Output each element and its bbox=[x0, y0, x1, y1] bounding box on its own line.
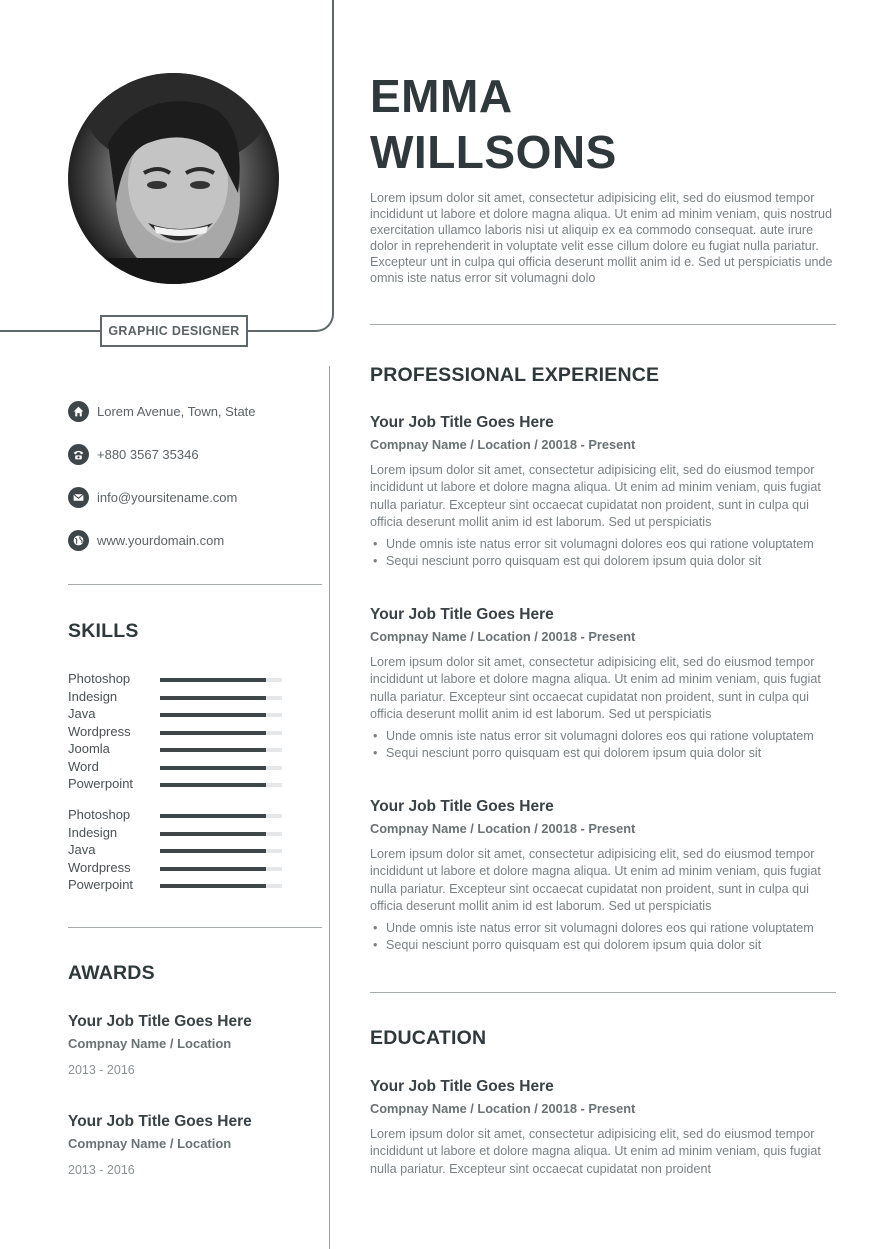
contact-email[interactable] bbox=[68, 486, 237, 508]
last-name: WILLSONS bbox=[370, 126, 617, 178]
home-icon bbox=[68, 401, 89, 422]
contact-phone[interactable] bbox=[68, 443, 199, 465]
phone-icon bbox=[68, 444, 89, 465]
award-company: Compnay Name / Location bbox=[68, 1036, 232, 1051]
contact-address-text: Lorem Avenue, Town, State bbox=[97, 403, 256, 419]
education-entry bbox=[370, 1077, 840, 1178]
skill-bar-track bbox=[160, 867, 282, 871]
job-entry bbox=[370, 797, 840, 955]
skill-row bbox=[68, 740, 288, 758]
education-title: EDUCATION bbox=[370, 1027, 487, 1049]
skill-bar-track bbox=[160, 832, 282, 836]
skill-name: Photoshop bbox=[68, 807, 131, 822]
skill-row bbox=[68, 688, 288, 706]
skill-bar-fill bbox=[160, 783, 266, 787]
skill-bar-fill bbox=[160, 713, 266, 717]
skill-bar-fill bbox=[160, 766, 266, 770]
education-description: Lorem ipsum dolor sit amet, consectetur adipisicing elit, sed do eiusmod tempor incididunt ut labore et dolore magna aliqua. Ut enim ad minim veniam, quis fugiat nulla pariatur. Excepteur sint occaecat cupidatat non proident bbox=[370, 1127, 821, 1176]
profile-summary: Lorem ipsum dolor sit amet, consectetur adipisicing elit, sed do eiusmod tempor incididunt ut labore et dolore magna aliqua. Ut enim ad minim veniam, quis nostrud exercitation ullamco laboris nisi ut aliquip ex ea commodo consequat. aute irure dolor in reprehenderit in voluptate velit esse cillum dolore eu fugiat nulla pariatur. Excepteur unt in culpa qui officia deserunt mollit anim id e. Sed ut perspiciatis unde omnis iste natus error sit volumagni dolo bbox=[370, 191, 833, 285]
skill-bar-fill bbox=[160, 731, 266, 735]
skill-bar-fill bbox=[160, 867, 266, 871]
skill-name: Powerpoint bbox=[68, 776, 134, 791]
job-bullet: • Unde omnis iste natus error sit volumagni dolores eos qui ratione voluptatem bbox=[370, 920, 840, 938]
skill-name: Java bbox=[68, 706, 96, 721]
skill-row bbox=[68, 841, 288, 859]
mail-icon bbox=[68, 487, 89, 508]
contact-website[interactable] bbox=[68, 529, 224, 551]
skill-bar-fill bbox=[160, 748, 266, 752]
award-title: Your Job Title Goes Here bbox=[68, 1013, 252, 1030]
role-badge: GRAPHIC DESIGNER bbox=[100, 315, 248, 347]
skill-bar-fill bbox=[160, 849, 266, 853]
job-title: Your Job Title Goes Here bbox=[370, 414, 554, 431]
job-description: Lorem ipsum dolor sit amet, consectetur adipisicing elit, sed do eiusmod tempor incididunt ut labore et dolore magna aliqua. Ut enim ad minim veniam, quis fugiat nulla pariatur. Excepteur sint occaecat cupidatat non proident, sunt in culpa qui officia deserunt mollit anim id est laborum. Sed ut perspiciatis bbox=[370, 847, 821, 914]
job-bullets bbox=[370, 536, 840, 571]
contact-address bbox=[68, 400, 256, 422]
profile-photo bbox=[68, 73, 279, 284]
divider bbox=[68, 584, 322, 585]
job-bullet: • Sequi nesciunt porro quisquam est qui dolorem ipsum quia dolor sit bbox=[370, 937, 840, 955]
skill-row bbox=[68, 705, 288, 723]
skill-name: Photoshop bbox=[68, 671, 131, 686]
job-entry bbox=[370, 413, 840, 571]
job-title: Your Job Title Goes Here bbox=[370, 798, 554, 815]
portrait-image bbox=[68, 73, 279, 284]
skill-name: Wordpress bbox=[68, 859, 131, 875]
skill-bar-fill bbox=[160, 814, 266, 818]
skill-bar-fill bbox=[160, 678, 266, 682]
contact-email-text: info@yoursitename.com bbox=[97, 489, 238, 505]
skill-bar-track bbox=[160, 713, 282, 717]
job-bullet: • Sequi nesciunt porro quisquam est qui dolorem ipsum quia dolor sit bbox=[370, 745, 840, 763]
skill-bar-fill bbox=[160, 832, 266, 836]
skill-name: Powerpoint bbox=[68, 877, 134, 892]
skill-bar-track bbox=[160, 884, 282, 888]
award-company: Compnay Name / Location bbox=[68, 1136, 232, 1151]
skill-name: Joomla bbox=[68, 741, 110, 756]
job-company: Compnay Name / Location / 20018 - Present bbox=[370, 437, 636, 452]
award-title: Your Job Title Goes Here bbox=[68, 1113, 252, 1130]
skill-bar-fill bbox=[160, 884, 266, 888]
divider bbox=[370, 992, 836, 993]
job-bullets bbox=[370, 920, 840, 955]
skill-row bbox=[68, 824, 288, 842]
skills-title: SKILLS bbox=[68, 620, 139, 642]
skill-name: Wordpress bbox=[68, 723, 131, 739]
education-company: Compnay Name / Location / 20018 - Present bbox=[370, 1101, 636, 1116]
divider bbox=[370, 324, 836, 325]
skill-bar-fill bbox=[160, 696, 266, 700]
education-title-text: Your Job Title Goes Here bbox=[370, 1078, 554, 1095]
job-description: Lorem ipsum dolor sit amet, consectetur adipisicing elit, sed do eiusmod tempor incididunt ut labore et dolore magna aliqua. Ut enim ad minim veniam, quis fugiat nulla pariatur. Excepteur sint occaecat cupidatat non proident, sunt in culpa qui officia deserunt mollit anim id est laborum. Sed ut perspiciatis bbox=[370, 463, 821, 530]
skill-name: Indesign bbox=[68, 688, 118, 704]
job-bullet: • Unde omnis iste natus error sit volumagni dolores eos qui ratione voluptatem bbox=[370, 536, 840, 554]
first-name: EMMA bbox=[370, 70, 513, 122]
award-years: 2013 - 2016 bbox=[68, 1163, 135, 1177]
skill-row bbox=[68, 775, 288, 793]
awards-title: AWARDS bbox=[68, 962, 155, 984]
skill-bar-track bbox=[160, 748, 282, 752]
divider bbox=[68, 927, 322, 928]
globe-icon bbox=[68, 530, 89, 551]
skill-name: Indesign bbox=[68, 824, 118, 840]
award-years: 2013 - 2016 bbox=[68, 1063, 135, 1077]
skill-row bbox=[68, 723, 288, 741]
job-company: Compnay Name / Location / 20018 - Present bbox=[370, 821, 636, 836]
person-name bbox=[370, 68, 617, 180]
job-entry bbox=[370, 605, 840, 763]
job-bullet: • Unde omnis iste natus error sit volumagni dolores eos qui ratione voluptatem bbox=[370, 728, 840, 746]
job-bullet: • Sequi nesciunt porro quisquam est qui dolorem ipsum quia dolor sit bbox=[370, 553, 840, 571]
skill-row bbox=[68, 876, 288, 894]
skill-bar-track bbox=[160, 678, 282, 682]
skill-bar-track bbox=[160, 731, 282, 735]
job-company: Compnay Name / Location / 20018 - Present bbox=[370, 629, 636, 644]
experience-title: PROFESSIONAL EXPERIENCE bbox=[370, 364, 660, 386]
skill-bar-track bbox=[160, 766, 282, 770]
skill-row bbox=[68, 806, 288, 824]
skill-bar-track bbox=[160, 696, 282, 700]
skill-name: Java bbox=[68, 842, 96, 857]
column-divider bbox=[329, 366, 330, 1249]
contact-phone-text: +880 3567 35346 bbox=[97, 446, 199, 462]
skill-row bbox=[68, 670, 288, 688]
job-title: Your Job Title Goes Here bbox=[370, 606, 554, 623]
skill-bar-track bbox=[160, 783, 282, 787]
skill-row bbox=[68, 758, 288, 776]
skill-row bbox=[68, 859, 288, 877]
contact-website-text: www.yourdomain.com bbox=[97, 532, 225, 548]
skill-bar-track bbox=[160, 814, 282, 818]
job-description: Lorem ipsum dolor sit amet, consectetur adipisicing elit, sed do eiusmod tempor incididunt ut labore et dolore magna aliqua. Ut enim ad minim veniam, quis fugiat nulla pariatur. Excepteur sint occaecat cupidatat non proident, sunt in culpa qui officia deserunt mollit anim id est laborum. Sed ut perspiciatis bbox=[370, 655, 821, 722]
skill-name: Word bbox=[68, 758, 99, 774]
job-bullets bbox=[370, 728, 840, 763]
skill-bar-track bbox=[160, 849, 282, 853]
